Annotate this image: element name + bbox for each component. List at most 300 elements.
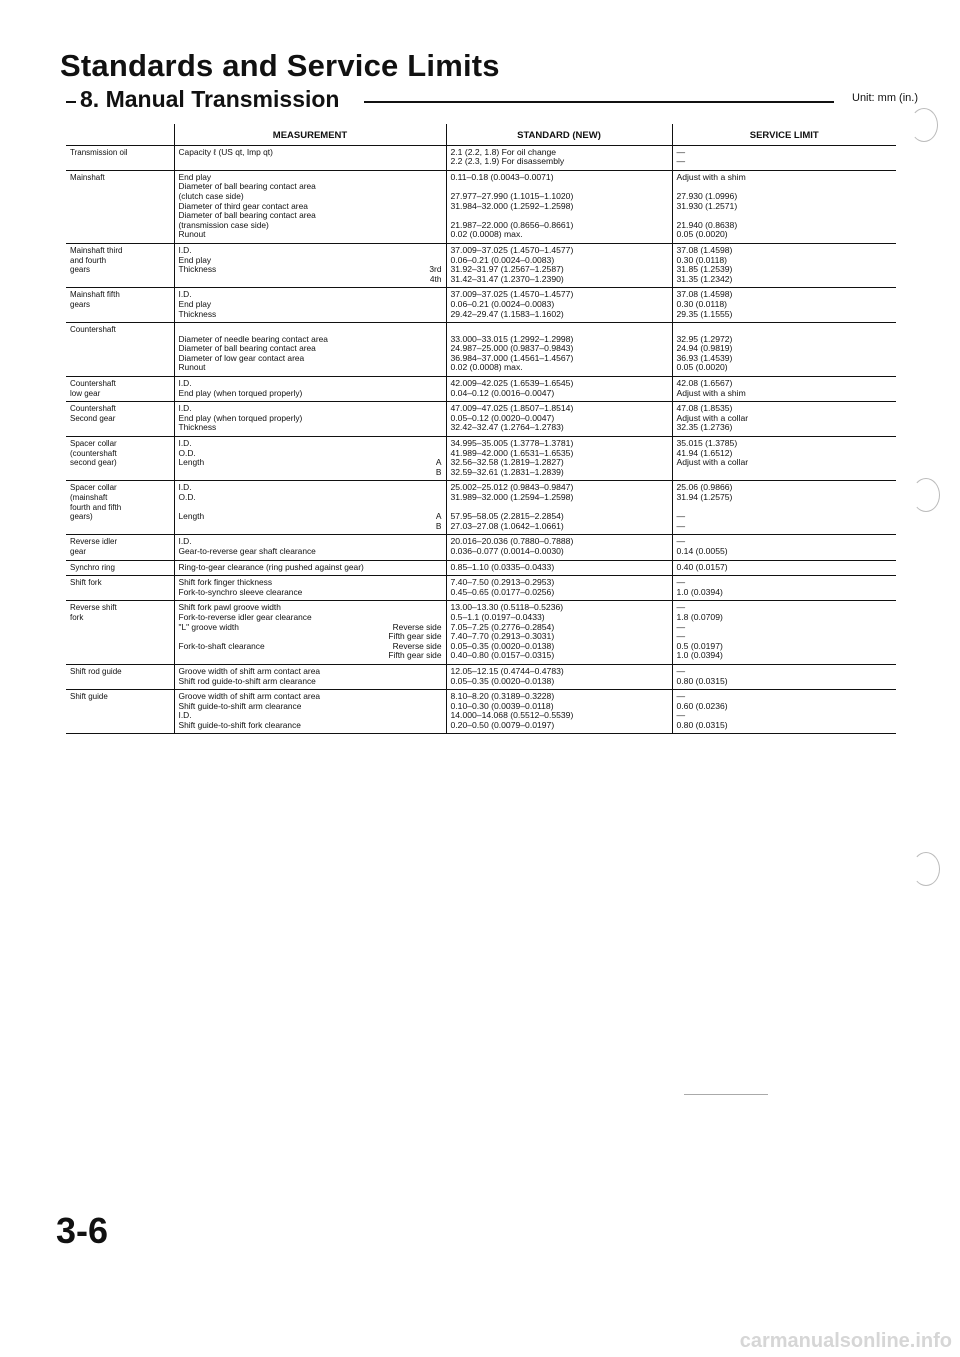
measurement-line [179, 414, 442, 424]
measurement-side: Reverse side [392, 640, 442, 651]
row-item-name [66, 288, 174, 323]
row-item-name [66, 576, 174, 601]
table-row [66, 437, 896, 481]
measurement-side: Fifth gear side [388, 650, 442, 661]
standard-value: 21.987–22.000 (0.8656–0.8661) [450, 219, 574, 230]
service-limit-value: 0.60 (0.0236) [676, 700, 728, 711]
measurement-text: Ring-to-gear clearance (ring pushed against gear) [178, 561, 364, 572]
header-measurement: MEASUREMENT [174, 124, 446, 145]
header-item [66, 124, 174, 145]
service-limit-value: — [676, 156, 686, 167]
measurement-line [179, 439, 442, 449]
measurement-text: Groove width of shift arm contact area [178, 665, 321, 676]
measurement-line [179, 588, 442, 598]
measurement-text: I.D. [178, 438, 192, 449]
measurement-line [179, 221, 442, 231]
standard-value: 2.2 (2.3, 1.9) For disassembly [450, 156, 565, 167]
measurement-line [179, 702, 442, 712]
footer-rule [684, 1094, 768, 1095]
measurement-text: Diameter of low gear contact area [178, 352, 305, 363]
measurement-text: Thickness [178, 264, 217, 275]
measurement-text: End play [178, 171, 212, 182]
standard-value: 29.42–29.47 (1.1583–1.1602) [450, 308, 564, 319]
measurement-line [179, 503, 442, 513]
measurement-line [179, 449, 442, 459]
standard-value: 31.42–31.47 (1.2370–1.2390) [450, 273, 564, 284]
service-limit-value: 0.30 (0.0118) [676, 254, 727, 265]
service-limit-value: 31.85 (1.2539) [676, 264, 733, 275]
service-limit-value: 24.94 (0.9819) [676, 343, 733, 354]
row-item-name [66, 243, 174, 287]
row-item-name [66, 664, 174, 689]
row-standard [446, 288, 672, 323]
measurement-text: Length [178, 457, 205, 468]
measurement-line [179, 363, 442, 373]
service-limit-value: — [676, 621, 686, 632]
row-measurement [174, 576, 446, 601]
standard-value: 0.40–0.80 (0.0157–0.0315) [450, 650, 555, 661]
service-limit-value: — [676, 536, 686, 547]
standard-value: 27.977–27.990 (1.1015–1.1020) [450, 190, 574, 201]
item-line: Synchro ring [70, 562, 115, 572]
row-service-limit [672, 402, 896, 437]
measurement-text: I.D. [178, 403, 192, 414]
item-line: Countershaft [70, 379, 116, 389]
standard-value: 8.10–8.20 (0.3189–0.3228) [450, 691, 555, 702]
standards-table [66, 124, 896, 734]
standard-value: 13.00–13.30 (0.5118–0.5236) [450, 602, 564, 613]
item-line: Shift rod guide [70, 666, 122, 676]
table-row [66, 601, 896, 665]
service-limit-value: 35.015 (1.3785) [676, 438, 738, 449]
row-service-limit [672, 664, 896, 689]
measurement-text: "L" groove width [178, 621, 239, 632]
measurement-line [179, 483, 442, 493]
section-lead-rule [66, 101, 76, 103]
service-limit-value: 37.08 (1.4598) [676, 289, 733, 300]
row-service-limit [672, 170, 896, 243]
service-limit-value: — [676, 520, 686, 531]
service-limit-value: 0.05 (0.0020) [676, 229, 728, 240]
service-limit-value: 27.930 (1.0996) [676, 190, 738, 201]
service-limit-value: 37.08 (1.4598) [676, 244, 733, 255]
standard-value: 37.009–37.025 (1.4570–1.4577) [450, 289, 574, 300]
standard-value: 2.1 (2.2, 1.8) For oil change [450, 146, 557, 157]
measurement-line [179, 290, 442, 300]
standard-value: 12.05–12.15 (0.4744–0.4783) [450, 665, 564, 676]
row-measurement [174, 601, 446, 665]
row-measurement [174, 690, 446, 734]
measurement-line [179, 256, 442, 266]
standard-value: 0.02 (0.0008) max. [450, 229, 523, 240]
item-line: Spacer collar [70, 439, 117, 449]
service-limit-value: 47.08 (1.8535) [676, 403, 733, 414]
measurement-text: Length [178, 511, 205, 522]
item-line: gears [70, 265, 91, 275]
row-standard [446, 170, 672, 243]
section-rule [364, 101, 834, 103]
measurement-line [179, 677, 442, 687]
standard-value: 0.05–0.35 (0.0020–0.0138) [450, 640, 555, 651]
measurement-line [179, 493, 442, 503]
table-body [66, 145, 896, 734]
measurement-text: I.D. [178, 536, 192, 547]
measurement-line [179, 300, 442, 310]
item-line: Countershaft [70, 325, 116, 335]
service-limit-value: — [676, 710, 686, 721]
standard-value: 41.989–42.000 (1.6531–1.6535) [450, 447, 574, 458]
table-row [66, 664, 896, 689]
table-row [66, 690, 896, 734]
measurement-text: (clutch case side) [178, 190, 244, 201]
punch-hole-mark [912, 478, 940, 512]
item-line: Mainshaft fifth [70, 290, 120, 300]
standard-value: 0.06–0.21 (0.0024–0.0083) [450, 298, 555, 309]
row-measurement [174, 170, 446, 243]
table-row [66, 560, 896, 576]
measurement-line [179, 354, 442, 364]
row-item-name [66, 170, 174, 243]
table-row [66, 170, 896, 243]
measurement-line [179, 651, 442, 661]
row-standard [446, 481, 672, 535]
measurement-text: Fork-to-reverse idler gear clearance [178, 611, 312, 622]
row-item-name [66, 601, 174, 665]
table-row [66, 288, 896, 323]
table-row [66, 481, 896, 535]
service-limit-value: Adjust with a shim [676, 171, 746, 182]
standard-value: 32.59–32.61 (1.2831–1.2839) [450, 466, 564, 477]
item-line: gears [70, 299, 91, 309]
header-service-limit: SERVICE LIMIT [672, 124, 896, 145]
row-measurement [174, 535, 446, 560]
row-measurement [174, 560, 446, 576]
standard-value: 0.20–0.50 (0.0079–0.0197) [450, 719, 555, 730]
row-standard [446, 402, 672, 437]
standard-value: 31.989–32.000 (1.2594–1.2598) [450, 492, 574, 502]
measurement-line [179, 423, 442, 433]
row-service-limit [672, 323, 896, 377]
standard-value: 0.036–0.077 (0.0014–0.0030) [450, 545, 564, 556]
page-number: 3-6 [56, 1210, 109, 1251]
row-item-name [66, 377, 174, 402]
measurement-text: I.D. [178, 378, 192, 389]
item-line: (countershaft [70, 448, 117, 458]
row-item-name [66, 560, 174, 576]
service-limit-value: Adjust with a shim [676, 387, 746, 398]
header-standard: STANDARD (NEW) [446, 124, 672, 145]
measurement-text: I.D. [178, 244, 192, 255]
service-limit-value: 32.95 (1.2972) [676, 333, 733, 344]
measurement-text: Thickness [178, 308, 217, 319]
standard-value: 36.984–37.000 (1.4561–1.4567) [450, 352, 574, 363]
row-measurement [174, 243, 446, 287]
standard-value: 0.05–0.35 (0.0020–0.0138) [450, 675, 555, 686]
row-standard [446, 437, 672, 481]
table-row [66, 243, 896, 287]
standard-value: 7.40–7.70 (0.2913–0.3031) [450, 631, 555, 642]
measurement-text: Fork-to-synchro sleeve clearance [178, 586, 303, 597]
row-standard [446, 576, 672, 601]
item-line: Spacer collar [70, 483, 117, 493]
service-limit-value: 31.35 (1.2342) [676, 273, 733, 284]
standard-value: 7.40–7.50 (0.2913–0.2953) [450, 577, 555, 588]
item-line: Shift fork [70, 578, 102, 588]
section-title: 8. Manual Transmission [80, 86, 347, 113]
row-service-limit [672, 535, 896, 560]
standard-value: 24.987–25.000 (0.9837–0.9843) [450, 343, 574, 354]
row-measurement [174, 664, 446, 689]
table-row [66, 377, 896, 402]
row-item-name [66, 535, 174, 560]
service-limit-value [677, 468, 893, 478]
measurement-line [179, 389, 442, 399]
table-row [66, 535, 896, 560]
measurement-line [179, 547, 442, 557]
measurement-line [179, 275, 442, 285]
item-line: fourth and fifth [70, 502, 122, 512]
standard-value: 31.92–31.97 (1.2567–1.2587) [450, 264, 564, 275]
service-limit-value: — [676, 577, 686, 588]
row-standard [446, 243, 672, 287]
standard-value: 0.05–0.12 (0.0020–0.0047) [450, 412, 555, 423]
row-measurement [174, 402, 446, 437]
row-service-limit [672, 560, 896, 576]
item-line: and fourth [70, 255, 107, 265]
table-header-row [66, 124, 896, 145]
row-standard [446, 145, 672, 170]
item-line: Reverse shift [70, 603, 117, 613]
measurement-text: Shift fork pawl groove width [178, 602, 281, 613]
measurement-line [179, 458, 442, 468]
watermark: carmanualsonline.info [739, 1330, 952, 1352]
row-standard [446, 601, 672, 665]
measurement-line [179, 246, 442, 256]
measurement-line [179, 468, 442, 478]
standard-value: 32.42–32.47 (1.2764–1.2783) [450, 422, 564, 433]
measurement-text: End play [178, 298, 212, 309]
service-limit-value: 29.35 (1.1555) [676, 308, 733, 319]
measurement-text: Diameter of ball bearing contact area [178, 343, 316, 354]
standard-value: 42.009–42.025 (1.6539–1.6545) [450, 378, 574, 389]
measurement-text: Groove width of shift arm contact area [178, 691, 321, 702]
unit-label: Unit: mm (in.) [852, 92, 918, 104]
measurement-text: Diameter of needle bearing contact area [178, 333, 328, 344]
measurement-side: 4th [429, 273, 442, 284]
measurement-text: Fork-to-shaft clearance [178, 640, 265, 651]
standard-value: 37.009–37.025 (1.4570–1.4577) [450, 244, 574, 255]
measurement-text: Diameter of ball bearing contact area [178, 210, 316, 221]
measurement-line [179, 512, 442, 522]
item-line: gear [70, 546, 87, 556]
measurement-text: Gear-to-reverse gear shaft clearance [178, 545, 316, 556]
service-limit-value: 0.5 (0.0197) [676, 640, 723, 651]
service-limit-value: Adjust with a collar [676, 412, 749, 423]
item-line: Countershaft [70, 404, 116, 414]
item-line: gears) [70, 512, 93, 522]
punch-hole-mark [912, 852, 940, 886]
measurement-text: Capacity ℓ (US qt, Imp qt) [178, 146, 273, 157]
service-limit-value: 0.80 (0.0315) [676, 719, 728, 730]
measurement-text: (transmission case side) [178, 219, 269, 230]
item-line: Second gear [70, 413, 116, 423]
row-standard [446, 690, 672, 734]
measurement-text: O.D. [178, 492, 196, 502]
row-measurement [174, 481, 446, 535]
standard-value: 57.95–58.05 (2.2815–2.2854) [450, 511, 564, 522]
measurement-side: Reverse side [392, 621, 442, 632]
row-service-limit [672, 377, 896, 402]
standard-value: 0.85–1.10 (0.0335–0.0433) [450, 561, 555, 572]
service-limit-value: 0.05 (0.0020) [676, 362, 728, 373]
row-service-limit [672, 288, 896, 323]
service-limit-value: 1.0 (0.0394) [676, 586, 723, 597]
row-measurement [174, 145, 446, 170]
standard-value: 0.5–1.1 (0.0197–0.0433) [450, 611, 545, 622]
measurement-text: I.D. [178, 482, 192, 493]
service-limit-value: 1.8 (0.0709) [676, 611, 723, 622]
item-line: low gear [70, 388, 101, 398]
service-limit-value: 1.0 (0.0394) [676, 650, 723, 661]
standard-value: 47.009–47.025 (1.8507–1.8514) [450, 403, 574, 414]
item-line: fork [70, 612, 84, 622]
measurement-text: I.D. [178, 710, 192, 721]
row-standard [446, 377, 672, 402]
measurement-side: B [435, 466, 442, 477]
measurement-line [179, 148, 442, 158]
service-limit-value: 0.14 (0.0055) [676, 545, 728, 556]
measurement-text: Shift guide-to-shift fork clearance [178, 719, 301, 730]
service-limit-value: 0.30 (0.0118) [676, 298, 727, 309]
row-item-name [66, 323, 174, 377]
service-limit-value: 32.35 (1.2736) [676, 422, 733, 433]
standard-value: 0.02 (0.0008) max. [450, 362, 523, 373]
measurement-text: Runout [178, 362, 206, 373]
punch-hole-mark [910, 108, 938, 142]
item-line: Shift guide [70, 692, 108, 702]
measurement-text: Thickness [178, 422, 217, 433]
row-measurement [174, 288, 446, 323]
standard-value: 33.000–33.015 (1.2992–1.2998) [450, 333, 574, 344]
service-limit-value: 0.80 (0.0315) [676, 675, 728, 686]
standard-value: 0.11–0.18 (0.0043–0.0071) [450, 171, 554, 182]
measurement-text: End play (when torqued properly) [178, 387, 303, 398]
item-line: second gear) [70, 458, 117, 468]
row-standard [446, 535, 672, 560]
page-title: Standards and Service Limits [60, 48, 500, 83]
row-service-limit [672, 690, 896, 734]
service-limit-value: — [676, 631, 686, 642]
row-service-limit [672, 145, 896, 170]
service-limit-value: 0.40 (0.0157) [676, 561, 728, 572]
row-item-name [66, 690, 174, 734]
service-limit-value: 41.94 (1.6512) [676, 447, 733, 458]
measurement-text: O.D. [178, 447, 196, 458]
service-limit-value: — [676, 602, 686, 613]
row-measurement [174, 377, 446, 402]
service-limit-value: 31.930 (1.2571) [676, 200, 738, 211]
row-service-limit [672, 601, 896, 665]
service-limit-value: 21.940 (0.8638) [676, 219, 738, 230]
table-row [66, 145, 896, 170]
standard-value: 27.03–27.08 (1.0642–1.0661) [450, 520, 564, 531]
standard-value: 32.56–32.58 (1.2819–1.2827) [450, 457, 564, 468]
service-limit-value: 42.08 (1.6567) [676, 378, 733, 389]
standard-value: 0.06–0.21 (0.0024–0.0083) [450, 254, 555, 265]
service-limit-value [677, 503, 893, 513]
standard-value: 0.04–0.12 (0.0016–0.0047) [450, 387, 555, 398]
table-row [66, 402, 896, 437]
measurement-text: Shift rod guide-to-shift arm clearance [178, 675, 316, 686]
row-standard [446, 560, 672, 576]
service-limit-value: 36.93 (1.4539) [676, 352, 733, 363]
service-limit-value: — [676, 691, 686, 702]
measurement-line [179, 721, 442, 731]
row-measurement [174, 323, 446, 377]
row-service-limit [672, 437, 896, 481]
standard-value: 31.984–32.000 (1.2592–1.2598) [450, 200, 574, 211]
measurement-text: Shift fork finger thickness [178, 577, 273, 588]
measurement-side: B [435, 520, 442, 531]
row-item-name [66, 145, 174, 170]
measurement-side: 3rd [429, 264, 442, 275]
measurement-line [179, 230, 442, 240]
service-limit-value: — [676, 146, 686, 157]
measurement-text: End play (when torqued properly) [178, 412, 303, 423]
item-line: Mainshaft third [70, 245, 123, 255]
service-limit-value: Adjust with a collar [676, 457, 749, 468]
item-line: (mainshaft [70, 493, 108, 502]
measurement-line [179, 310, 442, 320]
measurement-text: Diameter of ball bearing contact area [178, 181, 316, 192]
section-header [66, 86, 918, 116]
standard-value: 7.05–7.25 (0.2776–0.2854) [450, 621, 555, 632]
measurement-side: Fifth gear side [388, 631, 442, 642]
row-measurement [174, 437, 446, 481]
measurement-side: A [435, 511, 442, 522]
measurement-text: End play [178, 254, 212, 265]
item-line: Transmission oil [70, 147, 128, 157]
measurement-line [179, 563, 442, 573]
standard-value: 25.002–25.012 (0.9843–0.9847) [450, 482, 574, 493]
service-limit-value: — [676, 511, 686, 522]
standard-value: 0.10–0.30 (0.0039–0.0118) [450, 700, 554, 711]
item-line: Mainshaft [70, 172, 105, 182]
measurement-line [179, 522, 442, 532]
table-row [66, 323, 896, 377]
row-service-limit [672, 243, 896, 287]
measurement-text: Shift guide-to-shift arm clearance [178, 700, 302, 711]
measurement-side: A [435, 457, 442, 468]
service-limit-value: 25.06 (0.9866) [676, 482, 733, 493]
measurement-text: Runout [178, 229, 206, 240]
table-row [66, 576, 896, 601]
row-item-name [66, 481, 174, 535]
service-limit-value: 31.94 (1.2575) [676, 492, 733, 502]
item-line: Reverse idler [70, 537, 118, 547]
standard-value: 20.016–20.036 (0.7880–0.7888) [450, 536, 574, 547]
measurement-line [179, 265, 442, 275]
row-item-name [66, 402, 174, 437]
row-standard [446, 323, 672, 377]
row-standard [446, 664, 672, 689]
measurement-text: Diameter of third gear contact area [178, 200, 308, 211]
standard-value: 14.000–14.068 (0.5512–0.5539) [450, 710, 574, 721]
row-item-name [66, 437, 174, 481]
measurement-text: I.D. [178, 289, 192, 300]
service-limit-value: — [676, 665, 686, 676]
standard-value: 0.45–0.65 (0.0177–0.0256) [450, 586, 555, 597]
